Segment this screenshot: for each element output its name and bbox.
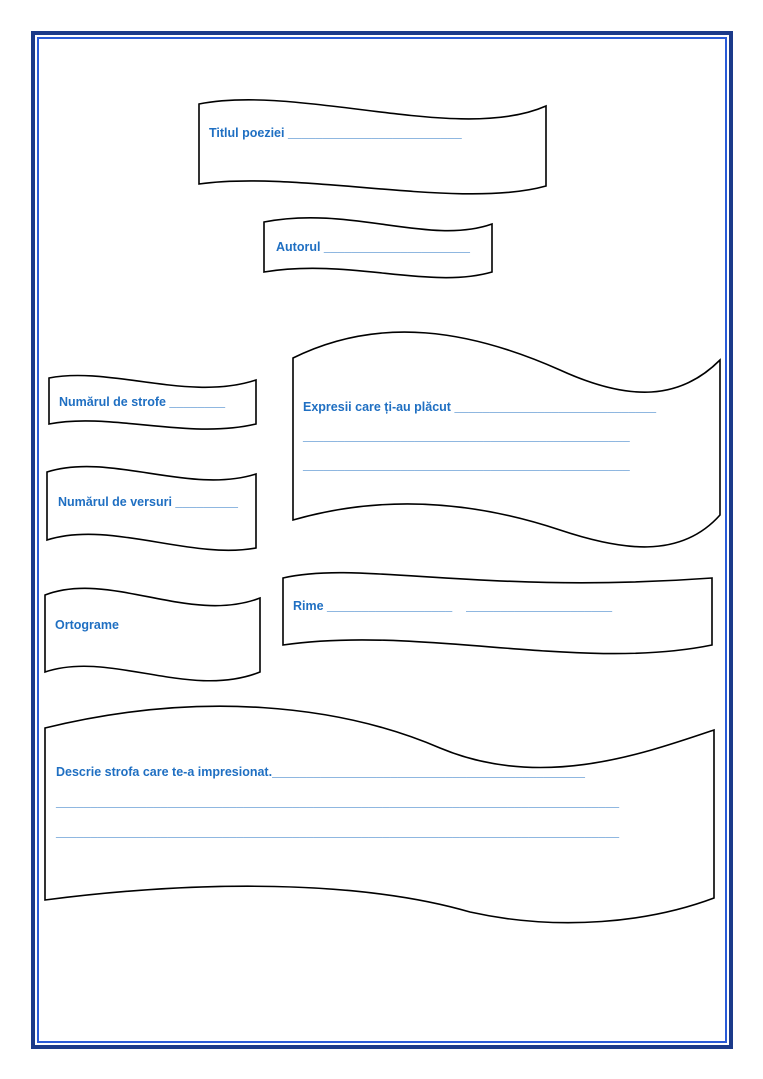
rhymes-label: Rime __________________ _____________________ bbox=[293, 599, 613, 613]
describe-banner bbox=[45, 706, 714, 922]
describe-line-1: Descrie strofa care te-a impresionat._____________________________________________ bbox=[56, 765, 585, 779]
expressions-line-2: _______________________________________________ bbox=[303, 429, 630, 443]
orthograms-banner bbox=[45, 588, 260, 680]
rhymes-banner bbox=[283, 573, 712, 654]
verse-count-label: Numărul de versuri _________ bbox=[58, 495, 238, 509]
title-banner bbox=[199, 100, 546, 194]
orthograms-label: Ortograme bbox=[55, 618, 119, 632]
stanza-count-label: Numărul de strofe ________ bbox=[59, 395, 226, 409]
describe-line-3: _________________________________________________________________________________ bbox=[56, 825, 620, 839]
expressions-line-3: _______________________________________________ bbox=[303, 458, 630, 472]
describe-line-2: _________________________________________________________________________________ bbox=[56, 795, 620, 809]
author-field-label: Autorul _____________________ bbox=[276, 240, 470, 254]
title-field-label: Titlul poeziei _________________________ bbox=[209, 126, 462, 140]
expressions-line-1: Expresii care ți-au plăcut _____________________________ bbox=[303, 400, 657, 414]
